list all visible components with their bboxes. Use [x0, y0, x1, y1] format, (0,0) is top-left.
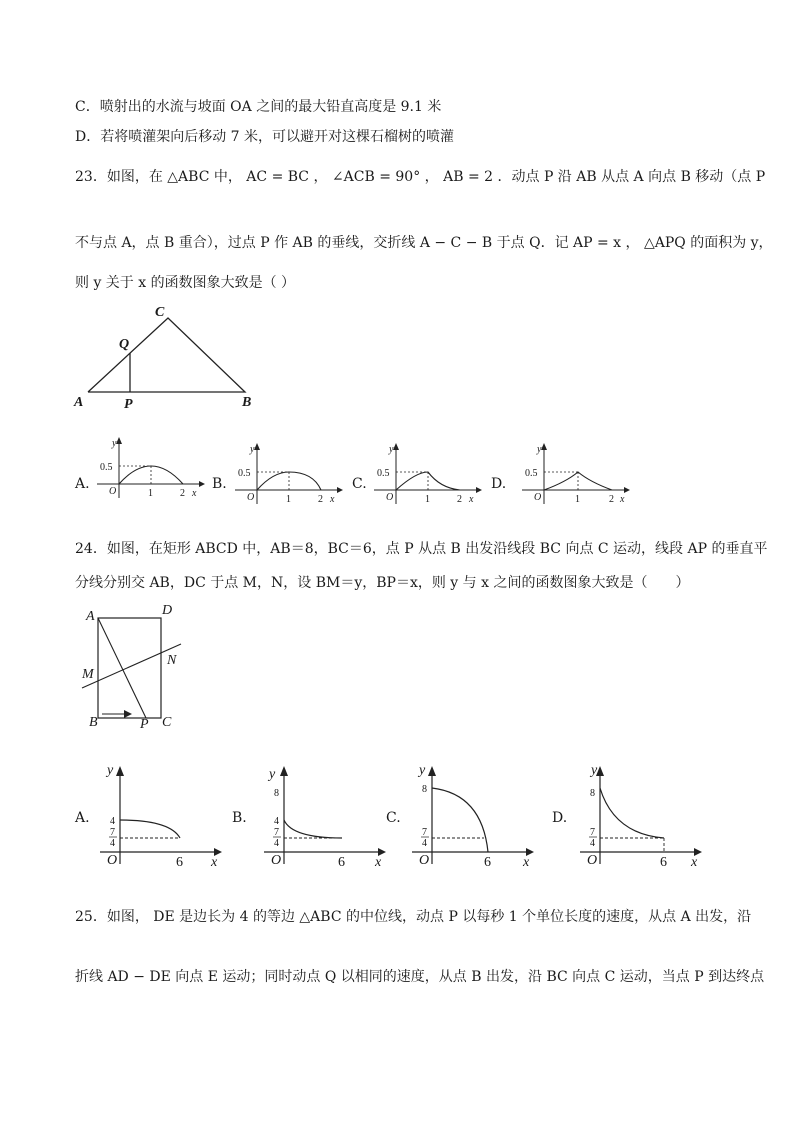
y-tick-0-5: 0.5 [377, 468, 390, 479]
y-axis-label: y [250, 444, 255, 455]
q25-stem-line2: 折线 AD − DE 向点 E 运动；同时动点 Q 以相同的速度，从点 B 出发，沿 BC 向点 C 运动，当点 P 到达终点 [75, 969, 765, 985]
frac-num: 7 [110, 827, 115, 838]
label-a: A [86, 609, 95, 624]
q24-option-d-label: D. [552, 810, 568, 826]
q23-option-d-label: D. [491, 476, 507, 492]
y-axis-label: y [112, 438, 117, 449]
origin-label: O [107, 853, 118, 868]
y-tick-0-5: 0.5 [525, 468, 538, 479]
y-axis-label: y [537, 444, 542, 455]
x-axis-label: x [469, 494, 474, 505]
x-axis-label: x [620, 494, 625, 505]
y-axis-label: y [389, 444, 394, 455]
x-tick-2: 2 [180, 488, 185, 499]
y-axis-label: y [269, 767, 276, 782]
x-tick-6: 6 [660, 855, 667, 870]
q23-stem-line3: 则 y 关于 x 的函数图象大致是（ ） [75, 275, 296, 291]
x-tick-1: 1 [148, 488, 153, 499]
label-a: A [74, 395, 84, 410]
x-axis-label: x [211, 855, 218, 870]
y-tick-0-5: 0.5 [100, 462, 113, 473]
y-tick-4: 4 [110, 816, 115, 827]
q25-stem-line1: 25．如图， DE 是边长为 4 的等边 △ABC 的中位线，动点 P 以每秒 1 个单位长度的速度，从点 A 出发，沿 [75, 909, 752, 925]
y-axis-label: y [419, 763, 426, 778]
q24-rectangle-figure [78, 600, 198, 730]
y-tick-8: 8 [590, 788, 595, 799]
frac-num: 7 [590, 827, 595, 838]
q23-option-c-label: C. [352, 476, 367, 492]
frac-num: 7 [422, 827, 427, 838]
q23-graph-b [233, 442, 343, 508]
q24-stem-line1: 24．如图，在矩形 ABCD 中，AB＝8，BC＝6，点 P 从点 B 出发沿线段 BC 向点 C 运动，线段 AP 的垂直平 [75, 541, 768, 557]
x-tick-2: 2 [457, 494, 462, 505]
origin-label: O [534, 492, 542, 503]
q23-triangle-figure [70, 300, 270, 415]
q23-option-a-label: A. [75, 476, 90, 492]
q23-stem-line2: 不与点 A，点 B 重合），过点 P 作 AB 的垂线，交折线 A − C − B 于点 Q．记 AP = x ， △APQ 的面积为 y， [75, 235, 773, 251]
y-tick-0-5: 0.5 [238, 468, 251, 479]
x-tick-2: 2 [318, 494, 323, 505]
origin-label: O [419, 853, 430, 868]
x-tick-6: 6 [176, 855, 183, 870]
x-axis-label: x [691, 855, 698, 870]
x-axis-label: x [192, 488, 197, 499]
q24-graph-b [262, 760, 392, 870]
origin-label: O [109, 486, 117, 497]
x-axis-label: x [330, 494, 335, 505]
q24-graph-a [98, 760, 228, 870]
y-tick-8: 8 [422, 784, 427, 795]
x-tick-2: 2 [609, 494, 614, 505]
label-q: Q [119, 337, 130, 352]
q22-option-d: D．若将喷灌架向后移动 7 米，可以避开对这棵石榴树的喷灌 [75, 129, 455, 145]
origin-label: O [386, 492, 394, 503]
x-tick-1: 1 [575, 494, 580, 505]
y-axis-label: y [591, 763, 598, 778]
x-axis-label: x [523, 855, 530, 870]
label-p: P [140, 717, 149, 732]
frac-den: 4 [422, 838, 427, 849]
x-tick-1: 1 [286, 494, 291, 505]
q24-graph-c [410, 760, 540, 870]
q24-option-c-label: C. [386, 810, 401, 826]
label-n: N [167, 653, 177, 668]
q23-graph-a [95, 436, 205, 502]
q23-graph-c [372, 442, 482, 508]
frac-den: 4 [110, 838, 115, 849]
q23-option-b-label: B. [212, 476, 227, 492]
q23-stem-line1: 23．如图，在 △ABC 中， AC = BC ， ∠ACB = 90° ， AB = 2 ．动点 P 沿 AB 从点 A 向点 B 移动（点 P [75, 169, 766, 185]
q24-option-b-label: B. [232, 810, 247, 826]
label-c: C [162, 715, 172, 730]
frac-num: 7 [274, 827, 279, 838]
label-p: P [124, 397, 133, 412]
x-tick-6: 6 [484, 855, 491, 870]
q23-graph-d [520, 442, 630, 508]
label-m: M [82, 667, 94, 682]
q24-stem-line2: 分线分别交 AB，DC 于点 M，N，设 BM＝y，BP＝x，则 y 与 x 之间的函数图象大致是（ ） [75, 575, 690, 591]
x-tick-1: 1 [425, 494, 430, 505]
q24-graph-d [578, 760, 708, 870]
q24-option-a-label: A. [75, 810, 90, 826]
label-b: B [242, 395, 252, 410]
y-tick-8: 8 [274, 788, 279, 799]
frac-den: 4 [274, 838, 279, 849]
label-b: B [89, 715, 98, 730]
label-c: C [155, 305, 165, 320]
origin-label: O [271, 853, 282, 868]
label-d: D [162, 603, 173, 618]
frac-den: 4 [590, 838, 595, 849]
x-tick-6: 6 [338, 855, 345, 870]
q22-option-c: C．喷射出的水流与坡面 OA 之间的最大铅直高度是 9.1 米 [75, 99, 442, 115]
origin-label: O [587, 853, 598, 868]
y-axis-label: y [107, 763, 114, 778]
x-axis-label: x [375, 855, 382, 870]
origin-label: O [247, 492, 255, 503]
y-tick-4: 4 [274, 816, 279, 827]
